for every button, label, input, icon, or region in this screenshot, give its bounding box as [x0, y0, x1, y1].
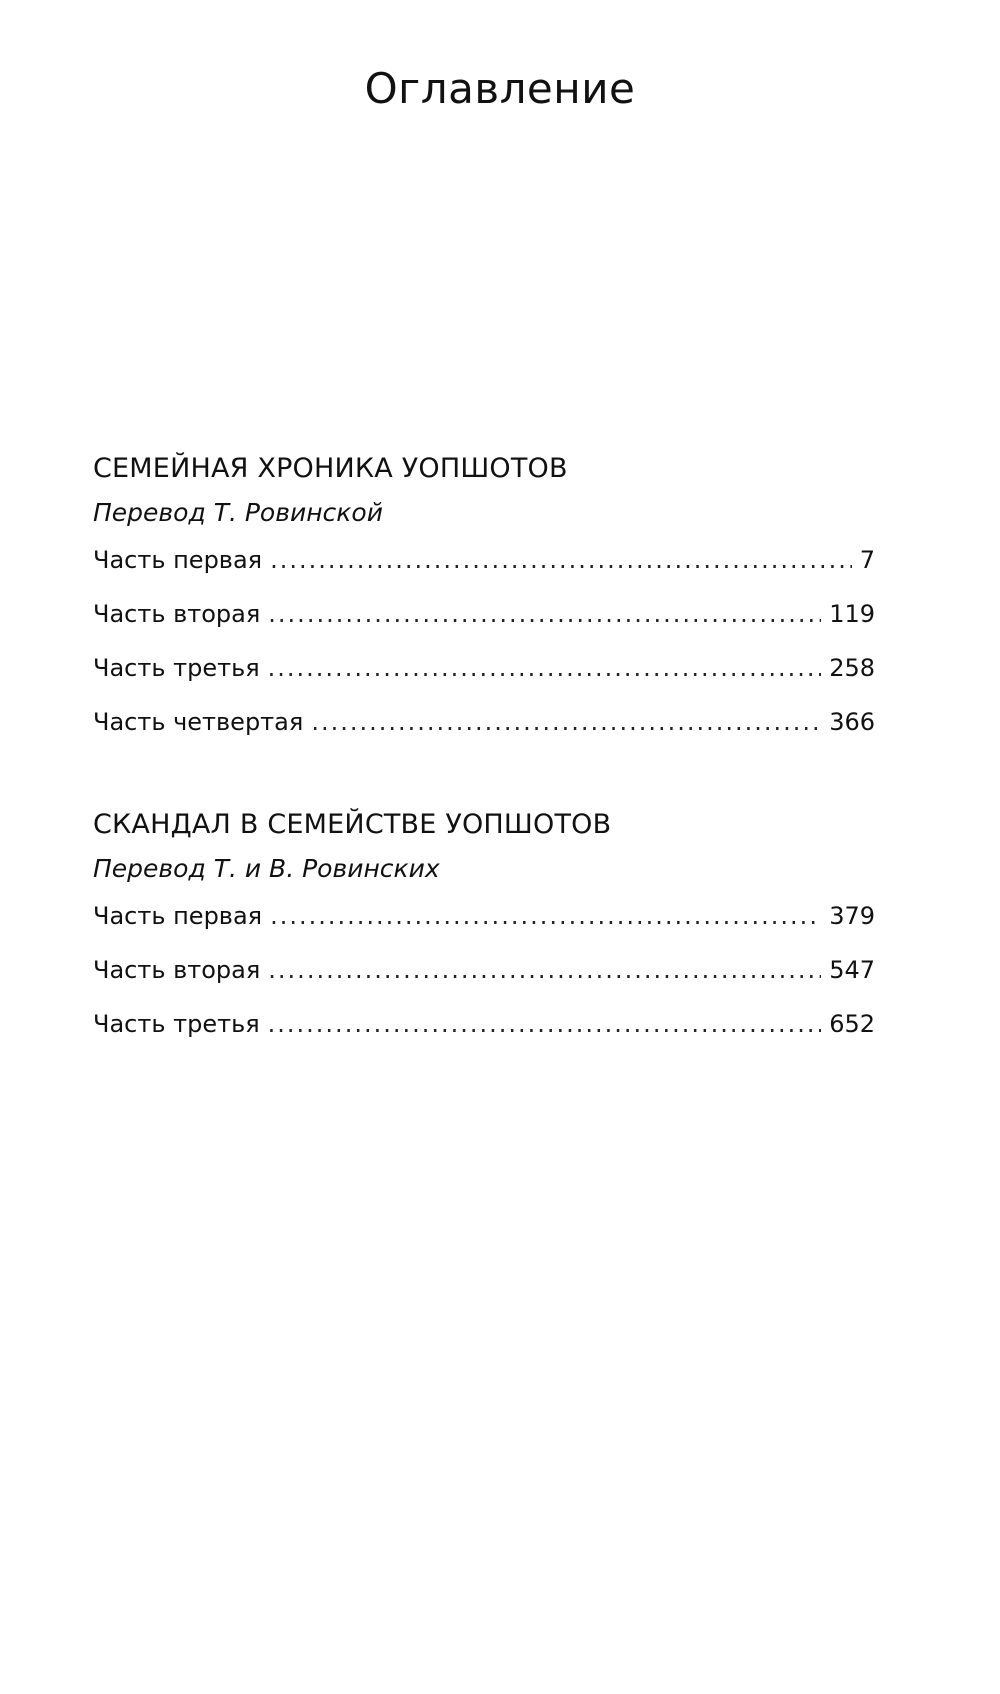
dot-leader — [268, 653, 822, 683]
toc-entry[interactable] — [93, 1009, 875, 1063]
toc-entry[interactable] — [93, 545, 875, 599]
toc-entry[interactable] — [93, 599, 875, 653]
toc-entry-label: Часть четвертая — [93, 708, 304, 736]
toc-entry-label: Часть вторая — [93, 600, 261, 628]
toc-entry-page-number: 119 — [829, 600, 875, 628]
section-translator: Перевод Т. и В. Ровинских — [93, 854, 440, 883]
toc-entry-page-number: 7 — [859, 546, 875, 574]
toc-entry[interactable] — [93, 653, 875, 707]
dot-leader — [270, 901, 821, 931]
section-title: СКАНДАЛ В СЕМЕЙСТВЕ УОПШОТОВ — [93, 809, 612, 840]
toc-entry-page-number: 547 — [829, 956, 875, 984]
dot-leader — [268, 599, 821, 629]
toc-entry-label: Часть третья — [93, 1010, 260, 1038]
toc-entry[interactable] — [93, 901, 875, 955]
toc-section — [93, 808, 875, 1063]
toc-entry[interactable] — [93, 955, 875, 1009]
toc-entry-list — [93, 901, 875, 1063]
toc-entry-page-number: 258 — [829, 654, 875, 682]
section-translator: Перевод Т. Ровинской — [93, 498, 383, 527]
toc-entry-page-number: 652 — [829, 1010, 875, 1038]
toc-entry-label: Часть первая — [93, 546, 263, 574]
toc-entry-page-number: 366 — [829, 708, 875, 736]
table-of-contents — [93, 452, 875, 1052]
dot-leader — [268, 1009, 822, 1039]
toc-entry[interactable] — [93, 707, 875, 761]
toc-entry-label: Часть первая — [93, 902, 263, 930]
toc-section — [93, 452, 875, 761]
page-title: Оглавление — [364, 64, 636, 113]
dot-leader — [270, 545, 852, 575]
toc-entry-list — [93, 545, 875, 761]
toc-entry-page-number: 379 — [829, 902, 875, 930]
toc-entry-label: Часть третья — [93, 654, 260, 682]
dot-leader — [311, 707, 821, 737]
toc-entry-label: Часть вторая — [93, 956, 261, 984]
dot-leader — [268, 955, 821, 985]
section-title: СЕМЕЙНАЯ ХРОНИКА УОПШОТОВ — [93, 453, 568, 484]
